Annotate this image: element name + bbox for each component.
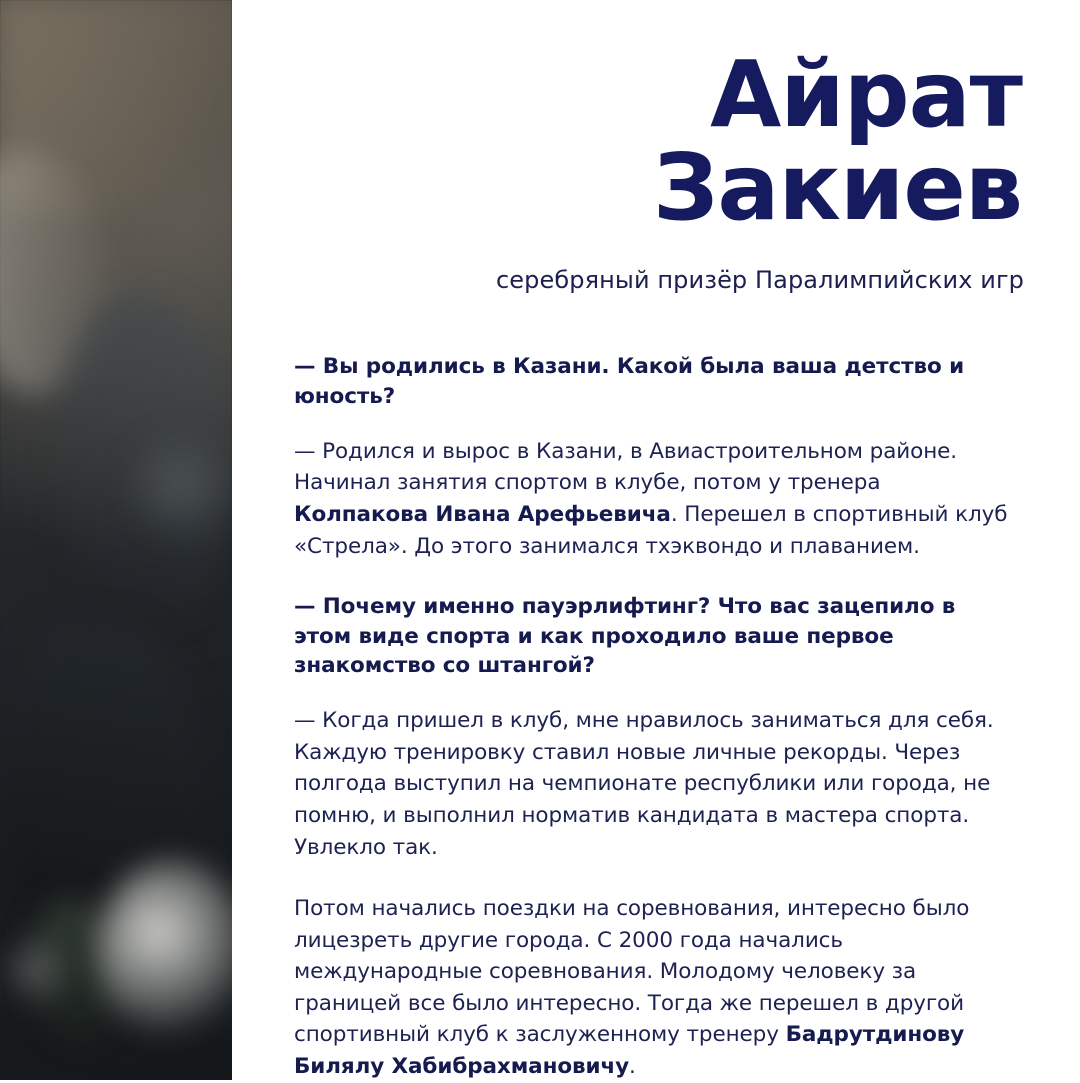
- interview-answer: [294, 705, 1010, 863]
- interview-body: [262, 352, 1024, 1082]
- answer-lead: — Когда пришел в клуб, мне нравилось заниматься для себя. Каждую тренировку ставил новые личные рекорды. Через полгода выступил на чемпионате республики или города, не помню, и выполнил норматив кандидата в мастера спорта. Увлекло так.: [294, 708, 994, 860]
- content-column: [232, 0, 1080, 1080]
- interview-answer: [294, 436, 1010, 562]
- photo-glow-bottom: [0, 930, 70, 1010]
- athlete-last-name: Закиев: [653, 134, 1022, 242]
- athlete-subtitle: серебряный призёр Паралимпийских игр: [495, 266, 1024, 295]
- answer-lead: Потом начались поездки на соревнования, интересно было лицезреть другие города. С 2000 года начались международные соревнования. Молодому человеку за границей все было интересно. Тогда же перешел в другой спортивный клуб к заслуженному тренеру: [294, 896, 970, 1048]
- photo-glow-mid: [120, 430, 232, 540]
- title-block: [262, 41, 1024, 242]
- interview-answer: [294, 893, 1010, 1083]
- answer-tail: . Перешел в спортивный клуб «Стрела». До этого занимался тхэквондо и плаванием.: [294, 501, 1008, 559]
- answer-bold-name: Бадрутдинову Билялу Хабибрахмановичу: [294, 1022, 965, 1080]
- answer-tail: .: [629, 1054, 636, 1080]
- answer-lead: — Родился и вырос в Казани, в Авиастроительном районе. Начинал занятия спортом в клубе, потом у тренера: [294, 438, 958, 496]
- athlete-first-name: Айрат: [710, 41, 1022, 148]
- answer-bold-name: Колпакова Ивана Арефьевича: [294, 501, 671, 527]
- interview-question: — Вы родились в Казани. Какой была ваша детство и юность?: [294, 354, 965, 410]
- interview-question: — Почему именно пауэрлифтинг? Что вас зацепило в этом виде спорта и как проходило ваше первое знакомство со штангой?: [294, 594, 956, 679]
- photo-strip: [0, 0, 232, 1080]
